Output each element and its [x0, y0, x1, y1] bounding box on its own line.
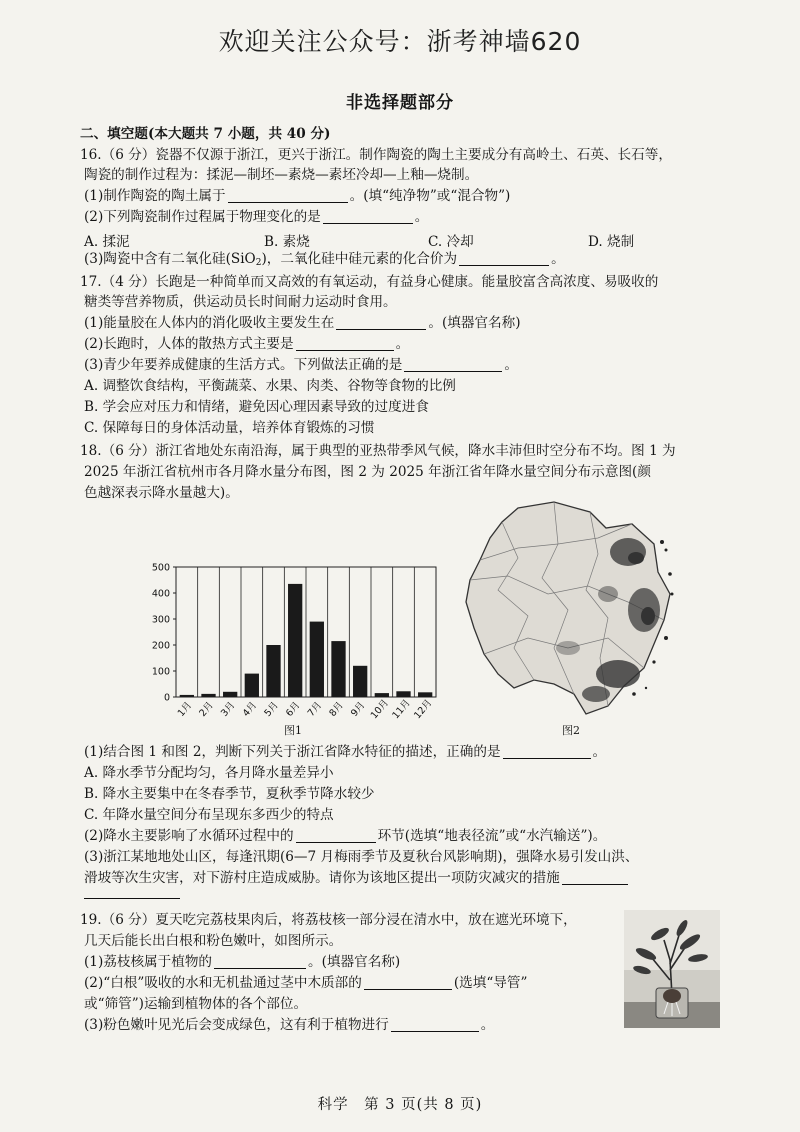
q18-line-3: 色越深表示降水量越大)。	[84, 485, 239, 501]
q16-sub3: (3)陶瓷中含有二氧化硅(SiO$_2$)，二氧化硅中硅元素的化合价为 。	[84, 251, 565, 268]
answer-blank[interactable]	[459, 251, 549, 266]
answer-blank[interactable]	[296, 828, 376, 843]
q16-sub1	[84, 188, 510, 204]
bar-6月	[288, 584, 302, 697]
section-title: 非选择题部分	[346, 93, 454, 113]
q18-sub2	[84, 828, 606, 844]
answer-blank[interactable]	[323, 209, 413, 224]
q18-sub1: (1)结合图 1 和图 2，判断下列关于浙江省降水特征的描述，正确的是 。	[84, 744, 607, 760]
q18-sub2-text: (2)降水主要影响了水循环过程中的	[84, 828, 294, 844]
bar-1月	[180, 695, 194, 697]
q16-sub1-hint: 。(填“纯净物”或“混合物”)	[349, 188, 511, 204]
x-tick-label: 12月	[412, 697, 435, 722]
q17-sub1-text: (1)能量胶在人体内的消化吸收主要发生在	[84, 315, 335, 331]
answer-blank[interactable]	[562, 870, 628, 885]
q18-line-2: 2025 年浙江省杭州市各月降水量分布图，图 2 为 2025 年浙江省年降水量空间分布示意图(颜	[84, 464, 651, 480]
q16-sub3-text-2: )，二氧化硅中硅元素的化合价为	[261, 251, 458, 267]
answer-blank[interactable]	[228, 188, 348, 203]
lychee-sprout-photo	[624, 910, 720, 1028]
answer-blank[interactable]	[336, 315, 426, 330]
x-tick-label: 3月	[219, 699, 238, 719]
q18-sub3-text: 滑坡等次生灾害，对下游村庄造成威胁。请你为该地区提出一项防灾减灾的措施	[84, 870, 560, 886]
q16-option-a: A. 揉泥	[84, 234, 130, 250]
q17-line-1: 17.（4 分）长跑是一种简单而又高效的有氧运动，有益身心健康。能量胶富含高浓度、易吸收的	[80, 274, 659, 290]
q16-line-1: 16.（6 分）瓷器不仅源于浙江，更兴于浙江。制作陶瓷的陶土主要成分有高岭土、石英、长石等，	[80, 147, 672, 163]
q19-line-2: 几天后能长出白根和粉色嫩叶，如图所示。	[84, 933, 343, 949]
y-tick-label: 0	[163, 692, 170, 704]
rainfall-bar-chart	[140, 555, 450, 740]
q19-sub1-text: (1)荔枝核属于植物的	[84, 954, 213, 970]
bar-8月	[331, 641, 345, 697]
q16-line-2: 陶瓷的制作过程为：揉泥—制坯—素烧—素坯冷却—上釉—烧制。	[84, 167, 479, 183]
q16-sub1-text: (1)制作陶瓷的陶土属于	[84, 188, 226, 204]
page-footer: 科学 第 3 页(共 8 页)	[317, 1097, 483, 1113]
figure-1-caption: 图1	[284, 724, 302, 737]
x-tick-label: 2月	[197, 699, 216, 719]
bar-10月	[375, 693, 389, 697]
q19-sub1-hint: 。(填器官名称)	[308, 954, 401, 970]
q19-sub2-text: (2)“白根”吸收的水和无机盐通过茎中木质部的	[84, 975, 362, 991]
bar-2月	[201, 694, 215, 697]
answer-blank[interactable]	[296, 336, 394, 351]
q19-sub3: (3)粉色嫩叶见光后会变成绿色，这有利于植物进行 。	[84, 1017, 495, 1033]
answer-blank[interactable]	[503, 744, 591, 759]
q16-sub3-text: (3)陶瓷中含有二氧化硅(SiO	[84, 251, 256, 267]
q16-option-d: D. 烧制	[588, 234, 635, 250]
subscript: 2	[255, 258, 262, 268]
y-tick-label: 300	[151, 614, 170, 626]
answer-blank[interactable]	[391, 1017, 479, 1032]
q18-option-c: C. 年降水量空间分布呈现东多西少的特点	[84, 807, 334, 823]
x-tick-label: 4月	[240, 699, 260, 719]
q17-sub3: (3)青少年要养成健康的生活方式。下列做法正确的是 。	[84, 357, 518, 373]
bar-11月	[396, 691, 410, 697]
y-tick-label: 200	[151, 640, 170, 652]
x-tick-label: 8月	[327, 699, 346, 719]
x-tick-label: 11月	[390, 697, 413, 722]
q17-sub1	[84, 315, 521, 331]
q16-option-c: C. 冷却	[428, 234, 474, 250]
q18-sub2-hint: 环节(选填“地表径流”或“水汽输送”)。	[377, 828, 607, 844]
x-tick-label: 10月	[368, 697, 392, 722]
q19-sub2-hint: (选填“导管”	[453, 975, 528, 991]
q17-sub3-text: (3)青少年要养成健康的生活方式。下列做法正确的是	[84, 357, 403, 373]
x-tick-label: 5月	[262, 699, 281, 719]
page-header: 欢迎关注公众号：浙考神墙620	[218, 27, 582, 56]
y-tick-label: 100	[151, 666, 170, 678]
q19-sub3-text: (3)粉色嫩叶见光后会变成绿色，这有利于植物进行	[84, 1017, 389, 1033]
q19-line-5: 或“筛管”)运输到植物体的各个部位。	[84, 996, 308, 1012]
bar-9月	[353, 666, 367, 697]
q18-option-b: B. 降水主要集中在冬春季节，夏秋季节降水较少	[84, 786, 375, 802]
x-tick-label: 7月	[305, 699, 325, 719]
bar-3月	[223, 692, 237, 697]
q19-sub2	[84, 975, 527, 991]
bar-12月	[418, 692, 432, 697]
x-tick-label: 9月	[349, 699, 368, 719]
part-heading: 二、填空题(本大题共 7 小题，共 40 分)	[80, 126, 331, 142]
q17-sub2: (2)长跑时，人体的散热方式主要是 。	[84, 336, 410, 352]
figure-2-caption: 图2	[562, 724, 580, 737]
answer-blank[interactable]	[404, 357, 502, 372]
q19-line-1: 19.（6 分）夏天吃完荔枝果肉后，将荔枝核一部分浸在清水中，放在遮光环境下，	[80, 912, 577, 928]
q16-option-b: B. 素烧	[264, 234, 310, 250]
precipitation-map	[458, 498, 678, 723]
q18-line-1: 18.（6 分）浙江省地处东南沿海，属于典型的亚热带季风气候，降水丰沛但时空分布不均。图 1 为	[80, 443, 676, 459]
answer-line[interactable]	[84, 898, 180, 899]
q16-sub2: (2)下列陶瓷制作过程属于物理变化的是 。	[84, 209, 429, 225]
q17-sub2-text: (2)长跑时，人体的散热方式主要是	[84, 336, 294, 352]
q17-option-c: C. 保障每日的身体活动量，培养体育锻炼的习惯	[84, 420, 375, 436]
q17-option-a: A. 调整饮食结构，平衡蔬菜、水果、肉类、谷物等食物的比例	[84, 378, 456, 394]
q18-option-a: A. 降水季节分配均匀，各月降水量差异小	[84, 765, 334, 781]
q18-sub3-line-2	[84, 870, 630, 886]
answer-blank[interactable]	[364, 975, 452, 990]
q18-sub3-line-1: (3)浙江某地地处山区，每逢汛期(6—7 月梅雨季节及夏秋台风影响期)，强降水易引发山洪、	[84, 849, 639, 865]
bar-4月	[245, 674, 259, 697]
q19-sub1	[84, 954, 400, 970]
answer-blank[interactable]	[214, 954, 306, 969]
y-tick-label: 400	[151, 588, 170, 600]
bar-7月	[310, 622, 324, 697]
bar-5月	[266, 645, 280, 697]
q17-line-2: 糖类等营养物质，供运动员长时间耐力运动时食用。	[84, 294, 397, 310]
q17-sub1-hint: 。(填器官名称)	[428, 315, 521, 331]
x-tick-label: 1月	[175, 699, 195, 719]
q18-sub1-text: (1)结合图 1 和图 2，判断下列关于浙江省降水特征的描述，正确的是	[84, 744, 501, 760]
y-tick-label: 500	[151, 562, 170, 574]
x-tick-label: 6月	[284, 699, 303, 719]
q17-option-b: B. 学会应对压力和情绪，避免因心理因素导致的过度进食	[84, 399, 429, 415]
q16-sub2-text: (2)下列陶瓷制作过程属于物理变化的是	[84, 209, 321, 225]
